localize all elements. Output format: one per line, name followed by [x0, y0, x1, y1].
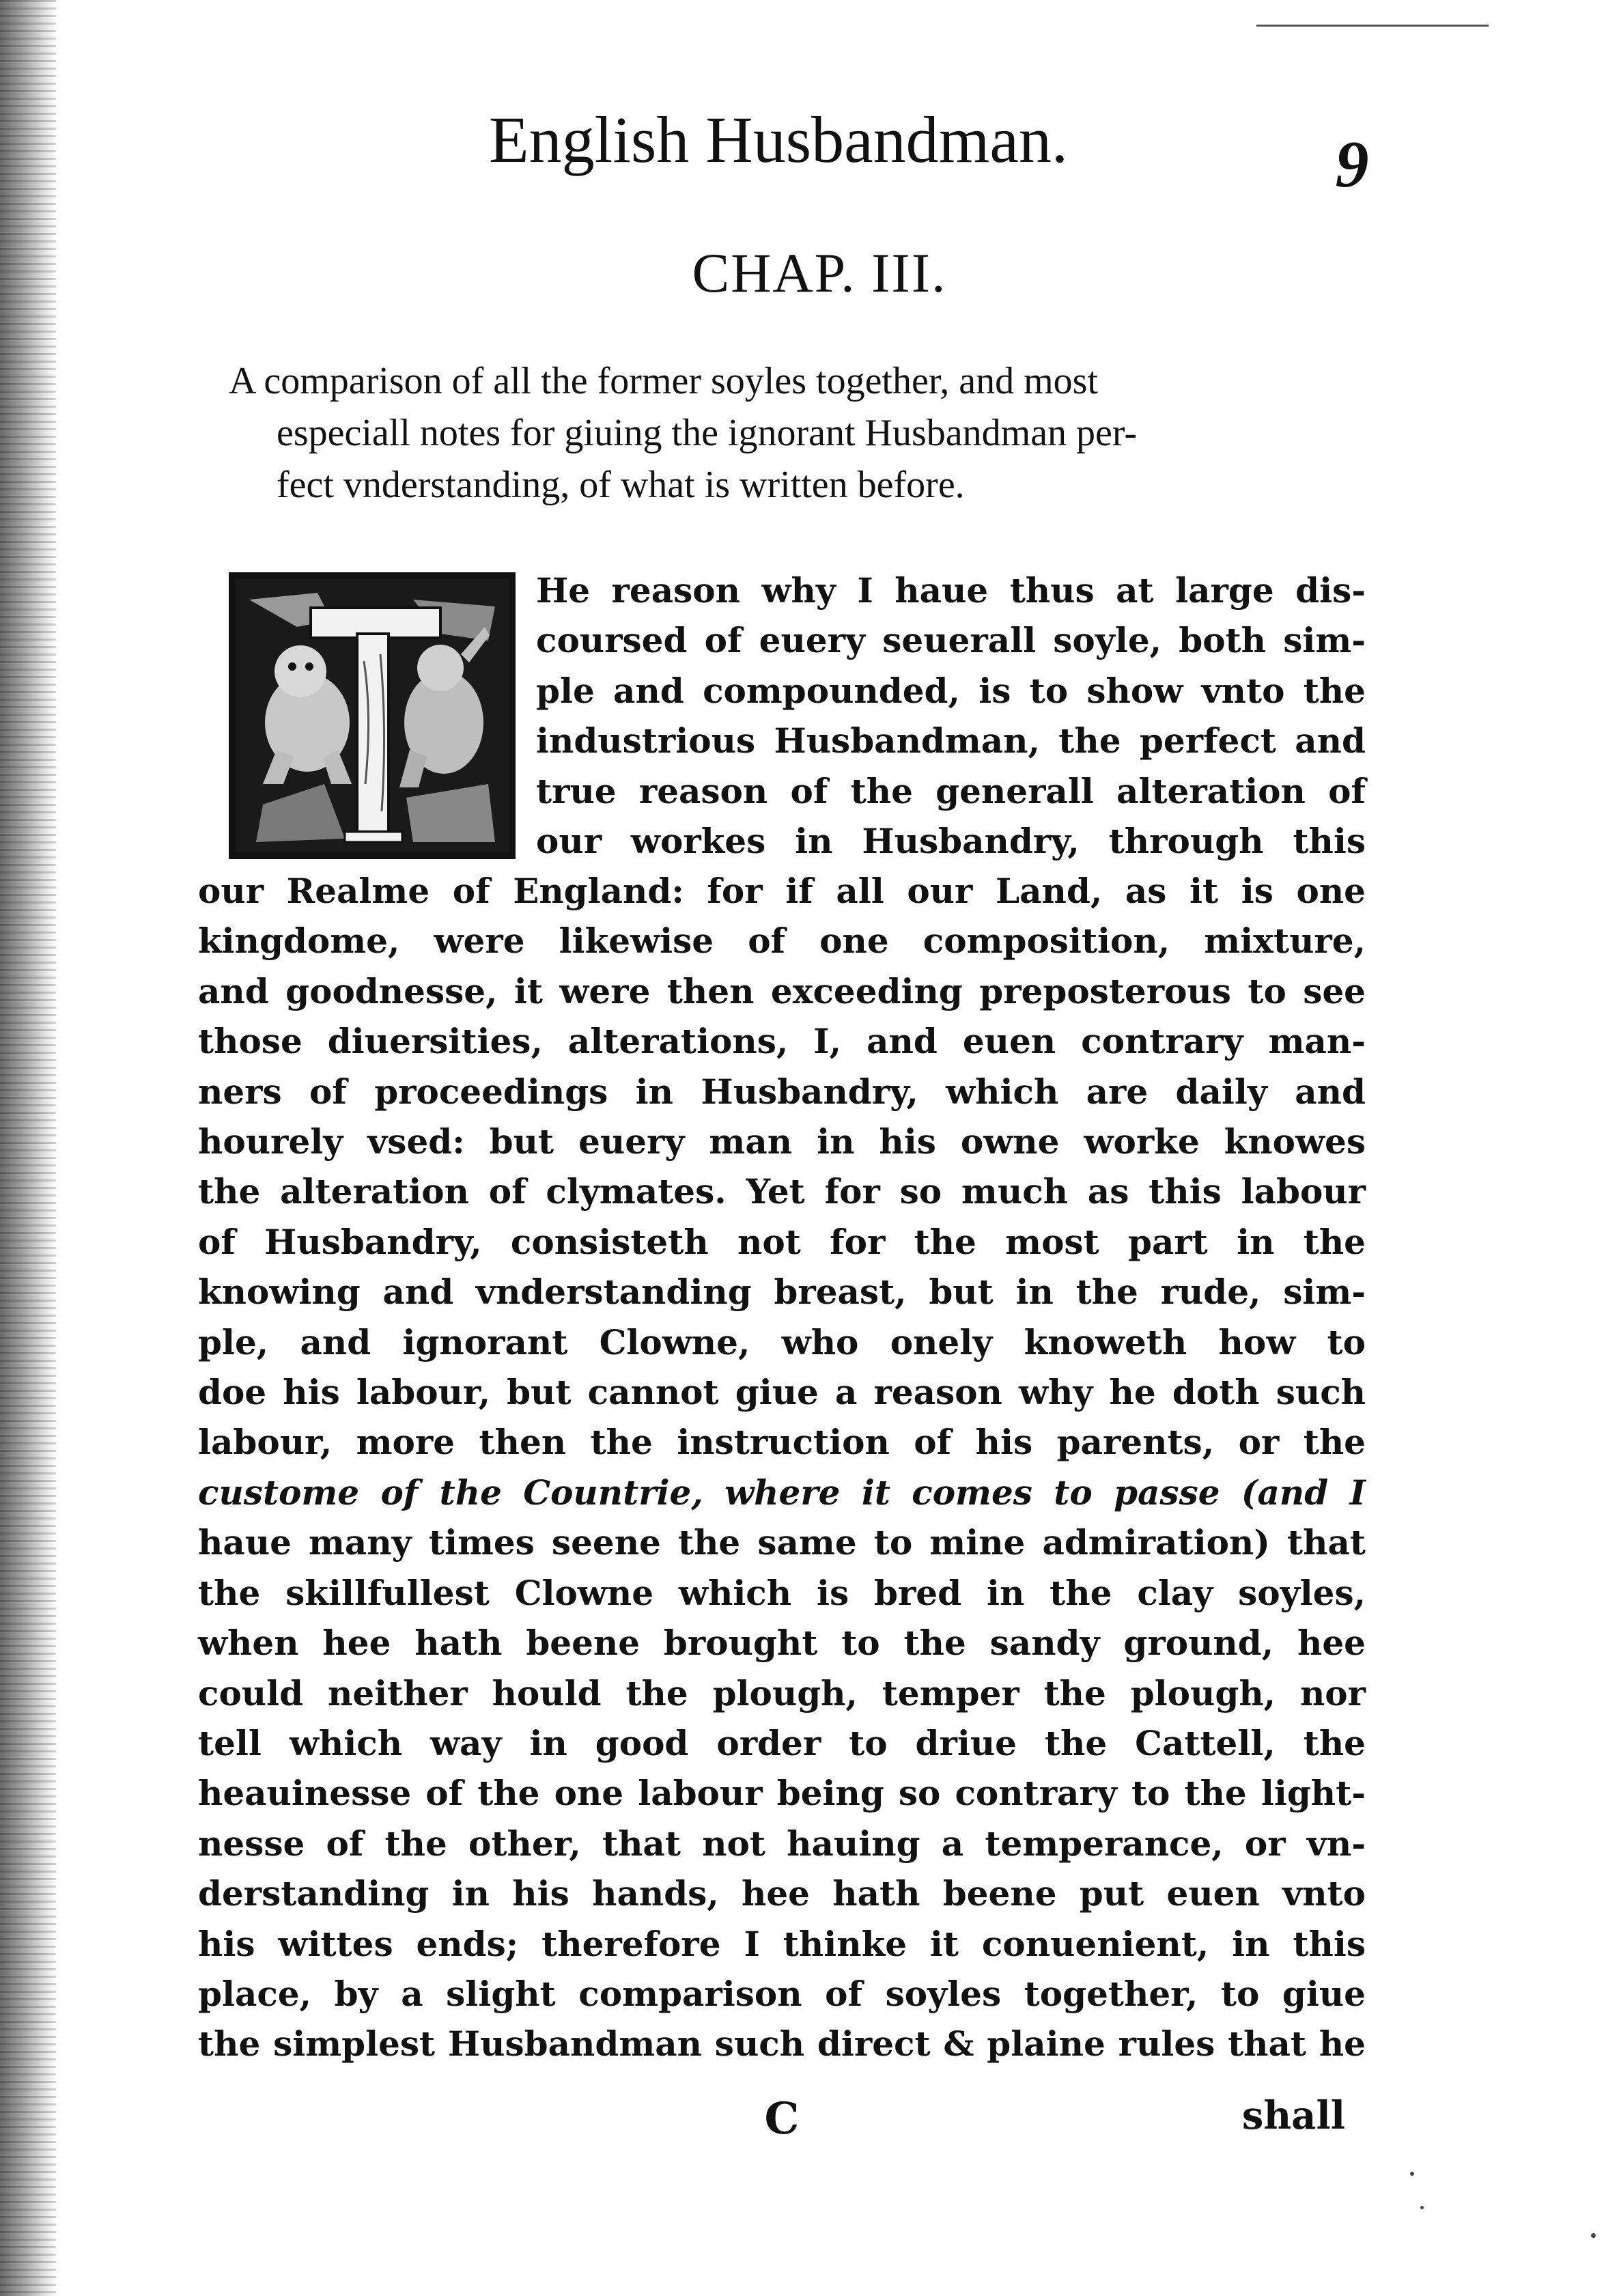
text-line: heauinesse of the one labour being so contrary to the light- — [198, 1773, 1366, 1814]
text-line: hourely vsed: but euery man in his owne worke knowes — [198, 1121, 1366, 1162]
text-line: ple, and ignorant Clowne, who onely knoweth how to — [198, 1321, 1366, 1362]
text-line: tell which way in good order to driue the Cattell, the — [198, 1722, 1366, 1763]
summary-line: especiall notes for giuing the ignorant Husbandman per- — [277, 412, 1138, 454]
text-line: the skillfullest Clowne which is bred in the clay soyles, — [198, 1572, 1366, 1613]
text-line: true reason of the generall alteration of — [536, 770, 1366, 811]
catchword: shall — [1241, 2093, 1345, 2138]
text-line: his wittes ends; therefore I thinke it conuenient, in this — [198, 1923, 1366, 1964]
summary-line: fect vnderstanding, of what is written before. — [277, 464, 965, 506]
text-line: could neither hould the plough, temper the plough, nor — [198, 1672, 1366, 1713]
text-line: labour, more then the instruction of his parents, or the — [198, 1422, 1366, 1463]
text-line: industrious Husbandman, the perfect and — [536, 720, 1366, 761]
text-line: and goodnesse, it were then exceeding preposterous to see — [198, 970, 1366, 1011]
text-line: knowing and vnderstanding breast, but in the rude, sim- — [198, 1272, 1366, 1313]
text-line: coursed of euery seuerall soyle, both sim- — [536, 620, 1366, 661]
woodcut-illustration — [236, 579, 509, 852]
body-paragraph — [198, 866, 1366, 2069]
text-line: ners of proceedings in Husbandry, which are daily and — [198, 1071, 1366, 1112]
ink-speck — [1420, 2206, 1424, 2209]
top-edge-rule — [1256, 25, 1489, 27]
text-line: of Husbandry, consisteth not for the most part in the — [198, 1221, 1366, 1262]
running-title: English Husbandman. — [489, 103, 1068, 176]
page-number: 9 — [1335, 128, 1369, 201]
text-line: doe his labour, but cannot giue a reason why he doth such — [198, 1372, 1366, 1413]
text-line: our workes in Husbandry, through this — [536, 821, 1366, 862]
page-gutter-shadow — [0, 0, 56, 2296]
summary-line: A comparison of all the former soyles together, and most — [229, 360, 1099, 402]
text-line: kingdome, were likewise of one composition, mixture, — [198, 921, 1366, 962]
signature-mark: C — [764, 2093, 800, 2144]
text-line: nesse of the other, that not hauing a temperance, or vn- — [198, 1823, 1366, 1864]
opening-lines — [536, 565, 1366, 866]
text-line: haue many times seene the same to mine admiration) that — [198, 1522, 1366, 1563]
text-line: ple and compounded, is to show vnto the — [536, 670, 1366, 711]
chapter-summary — [229, 355, 1403, 511]
ink-speck — [1410, 2172, 1414, 2176]
text-line: when hee hath beene brought to the sandy ground, hee — [198, 1623, 1366, 1664]
text-line: place, by a slight comparison of soyles together, to giue — [198, 1973, 1366, 2014]
text-line: the alteration of clymates. Yet for so much as this labour — [198, 1171, 1366, 1212]
text-line: those diuersities, alterations, I, and euen contrary man- — [198, 1021, 1366, 1062]
ink-speck — [1591, 2233, 1596, 2238]
text-line: the simplest Husbandman such direct & plaine rules that he — [198, 2024, 1366, 2064]
woodcut-initial-t — [229, 572, 516, 859]
text-line: He reason why I haue thus at large dis- — [536, 570, 1366, 611]
text-line: derstanding in his hands, hee hath beene put euen vnto — [198, 1873, 1366, 1914]
chapter-heading: CHAP. III. — [692, 242, 947, 304]
text-line: custome of the Countrie, where it comes to passe (and I — [198, 1472, 1366, 1513]
text-line: our Realme of England: for if all our Land, as it is one — [198, 871, 1366, 911]
